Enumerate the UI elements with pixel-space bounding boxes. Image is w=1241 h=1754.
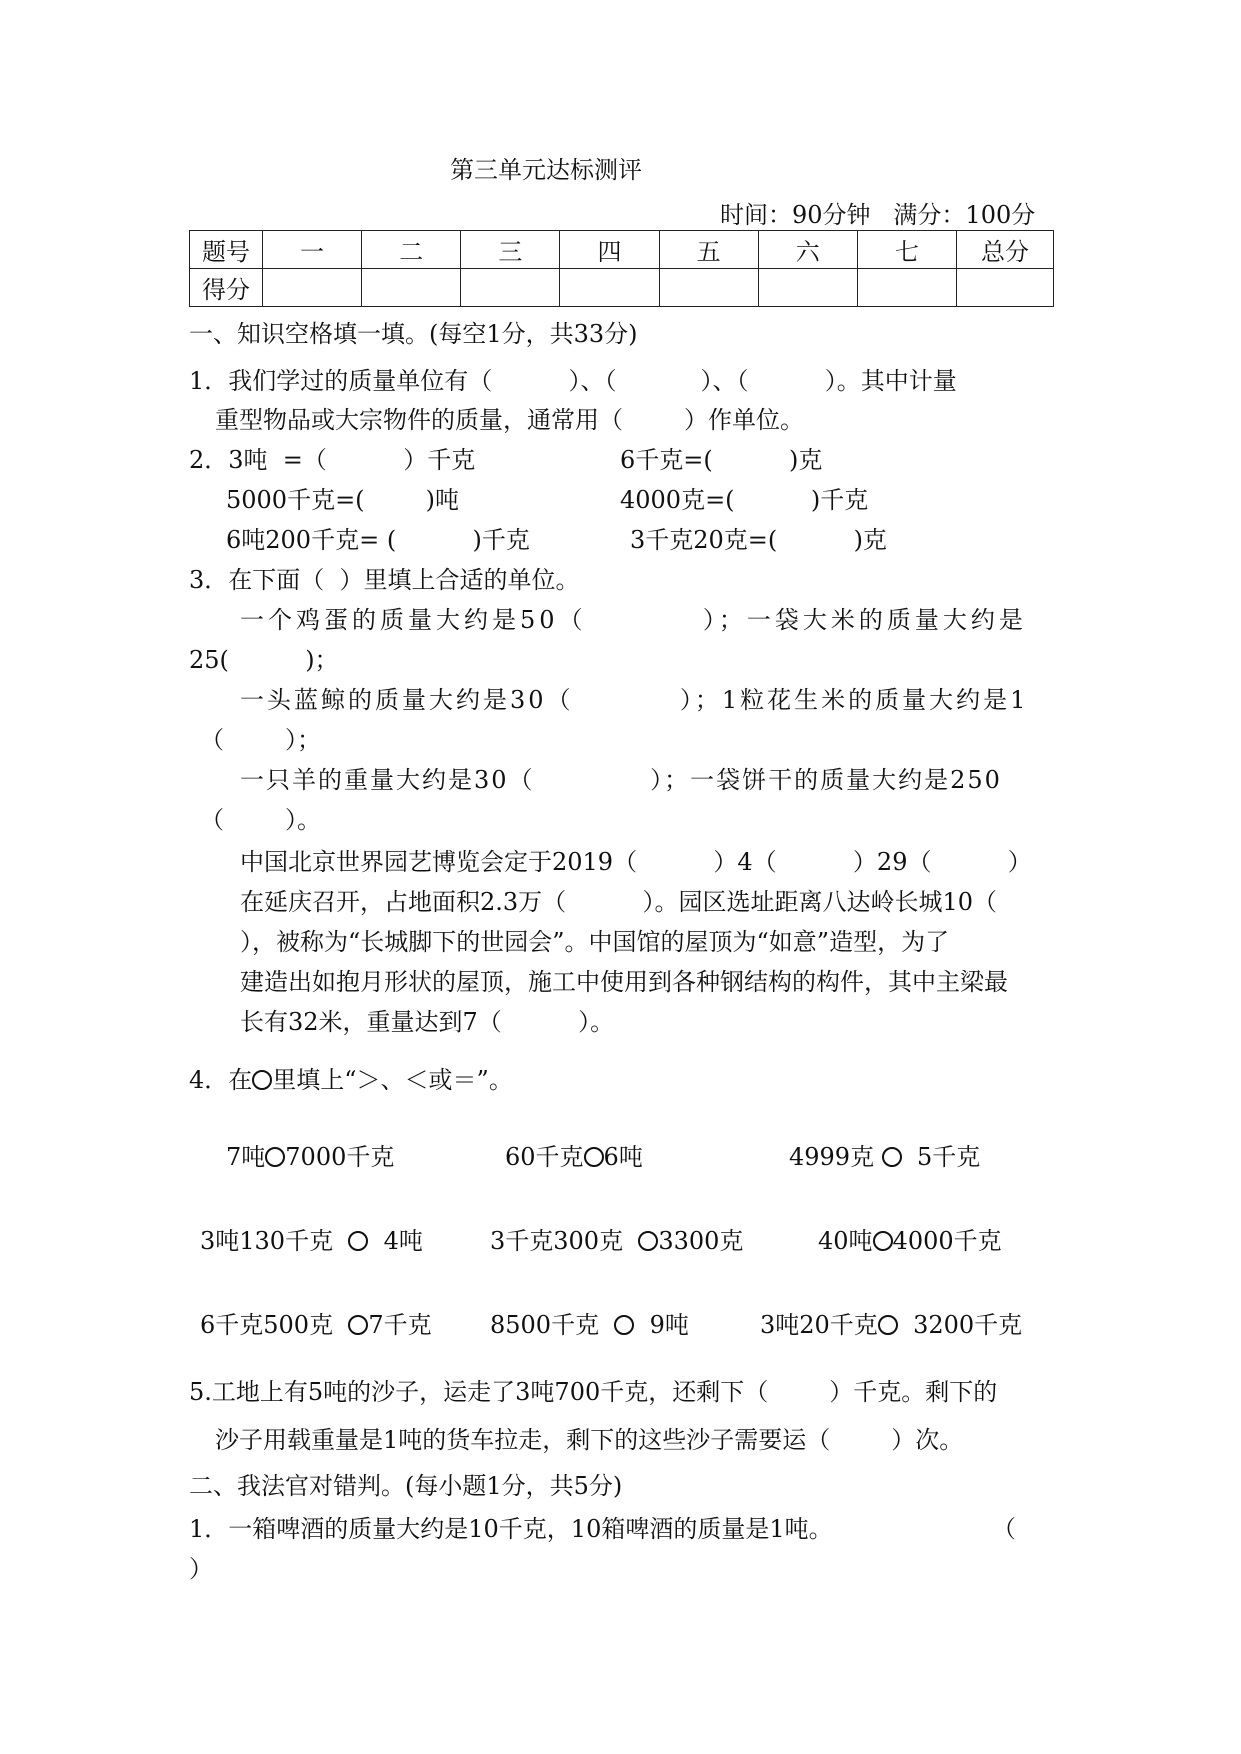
q2-item: 3千克20克=( )克 <box>630 526 887 554</box>
q3-heading: 3．在下面（ ）里填上合适的单位。 <box>189 566 580 594</box>
compare-circle[interactable] <box>265 1147 285 1167</box>
compare-item: 60千克 6吨 <box>505 1143 643 1171</box>
compare-item: 4999克 5千克 <box>789 1143 981 1171</box>
exam-meta: 时间：90分钟 满分：100分 <box>720 201 1036 229</box>
s2-q1-bracket-open: （ <box>992 1515 1016 1543</box>
q2-item: 2．3吨 =（ ）千克 <box>189 446 476 474</box>
score-table-score-row <box>190 269 1054 307</box>
score-header-cell: 三 <box>461 231 560 269</box>
compare-circle[interactable] <box>348 1315 368 1335</box>
compare-circle[interactable] <box>348 1231 368 1251</box>
q3-line: 25( )； <box>189 646 339 674</box>
compare-circle[interactable] <box>584 1147 604 1167</box>
score-header-cell: 四 <box>560 231 659 269</box>
compare-circle[interactable] <box>873 1231 893 1251</box>
score-cell[interactable] <box>560 269 659 307</box>
q4-heading-post: 里填上“＞、＜或＝”。 <box>272 1066 513 1094</box>
q3-line: 一头蓝鲸的质量大约是30（ ）；1粒花生米的质量大约是1 <box>240 686 1029 714</box>
score-header-cell: 一 <box>263 231 362 269</box>
q3-paragraph-line: 建造出如抱月形状的屋顶，施工中使用到各种钢结构的构件，其中主梁最 <box>240 968 1008 996</box>
score-cell[interactable] <box>957 269 1054 307</box>
compare-item: 7吨 7000千克 <box>226 1143 395 1171</box>
score-header-cell: 六 <box>758 231 857 269</box>
score-header-cell: 题号 <box>190 231 263 269</box>
q2-item: 5000千克=( )吨 <box>226 486 459 514</box>
score-header-cell: 二 <box>362 231 461 269</box>
q1-line-2: 重型物品或大宗物件的质量，通常用（ ）作单位。 <box>215 406 805 434</box>
circle-icon <box>252 1070 272 1090</box>
compare-item: 8500千克 9吨 <box>490 1311 689 1339</box>
score-header-cell: 总分 <box>957 231 1054 269</box>
score-table-header-row <box>190 231 1054 269</box>
score-cell[interactable] <box>758 269 857 307</box>
q4-heading <box>189 1064 513 1096</box>
q3-paragraph-line: ），被称为“长城脚下的世园会”。中国馆的屋顶为“如意”造型，为了 <box>240 928 950 956</box>
q1-line-1: 1．我们学过的质量单位有（ ）、（ ）、（ ）。其中计量 <box>189 367 957 395</box>
score-cell[interactable] <box>263 269 362 307</box>
q2-item: 6千克=( )克 <box>620 446 823 474</box>
score-cell[interactable] <box>659 269 758 307</box>
compare-item: 3千克300克 3300克 <box>490 1227 744 1255</box>
score-cell[interactable] <box>362 269 461 307</box>
score-row-label: 得分 <box>190 269 263 307</box>
section-2-heading: 二、我法官对错判。(每小题1分，共5分) <box>189 1472 623 1500</box>
compare-item: 40吨 4000千克 <box>818 1227 1002 1255</box>
q3-line: 一只羊的重量大约是30（ ）；一袋饼干的质量大约是250 <box>240 766 1002 794</box>
q3-paragraph-line: 长有32米，重量达到7（ ）。 <box>240 1008 615 1036</box>
page-title: 第三单元达标测评 <box>450 156 642 184</box>
q2-item: 4000克=( )千克 <box>620 486 869 514</box>
q3-paragraph-line: 中国北京世界园艺博览会定于2019（ ）4（ ）29（ ） <box>240 848 1032 876</box>
score-cell[interactable] <box>857 269 956 307</box>
compare-circle[interactable] <box>882 1147 902 1167</box>
section-1-heading: 一、知识空格填一填。(每空1分，共33分) <box>189 320 638 348</box>
compare-circle[interactable] <box>878 1315 898 1335</box>
q4-heading-pre: 4．在 <box>189 1066 253 1094</box>
q5-line-1: 5.工地上有5吨的沙子，运走了3吨700千克，还剩下（ ）千克。剩下的 <box>189 1378 998 1406</box>
compare-item: 3吨130千克 4吨 <box>200 1227 423 1255</box>
q2-item: 6吨200千克= ( )千克 <box>226 526 530 554</box>
q3-line: 一个鸡蛋的质量大约是50（ ）；一袋大米的质量大约是 <box>240 606 1027 634</box>
score-table <box>189 230 1054 307</box>
q3-paragraph-line: 在延庆召开，占地面积2.3万（ ）。园区选址距离八达岭长城10（ <box>240 888 997 916</box>
s2-q1: 1．一箱啤酒的质量大约是10千克，10箱啤酒的质量是1吨。 <box>189 1515 833 1543</box>
q5-line-2: 沙子用载重量是1吨的货车拉走，剩下的这些沙子需要运（ ）次。 <box>215 1426 964 1454</box>
q3-line: （ ）。 <box>200 806 322 834</box>
q3-line: （ ）； <box>200 726 322 754</box>
score-cell[interactable] <box>461 269 560 307</box>
compare-circle[interactable] <box>614 1315 634 1335</box>
score-header-cell: 七 <box>857 231 956 269</box>
compare-circle[interactable] <box>638 1231 658 1251</box>
s2-q1-bracket-close: ） <box>189 1555 213 1583</box>
compare-item: 3吨20千克 3200千克 <box>760 1311 1023 1339</box>
score-header-cell: 五 <box>659 231 758 269</box>
compare-item: 6千克500克 7千克 <box>200 1311 432 1339</box>
